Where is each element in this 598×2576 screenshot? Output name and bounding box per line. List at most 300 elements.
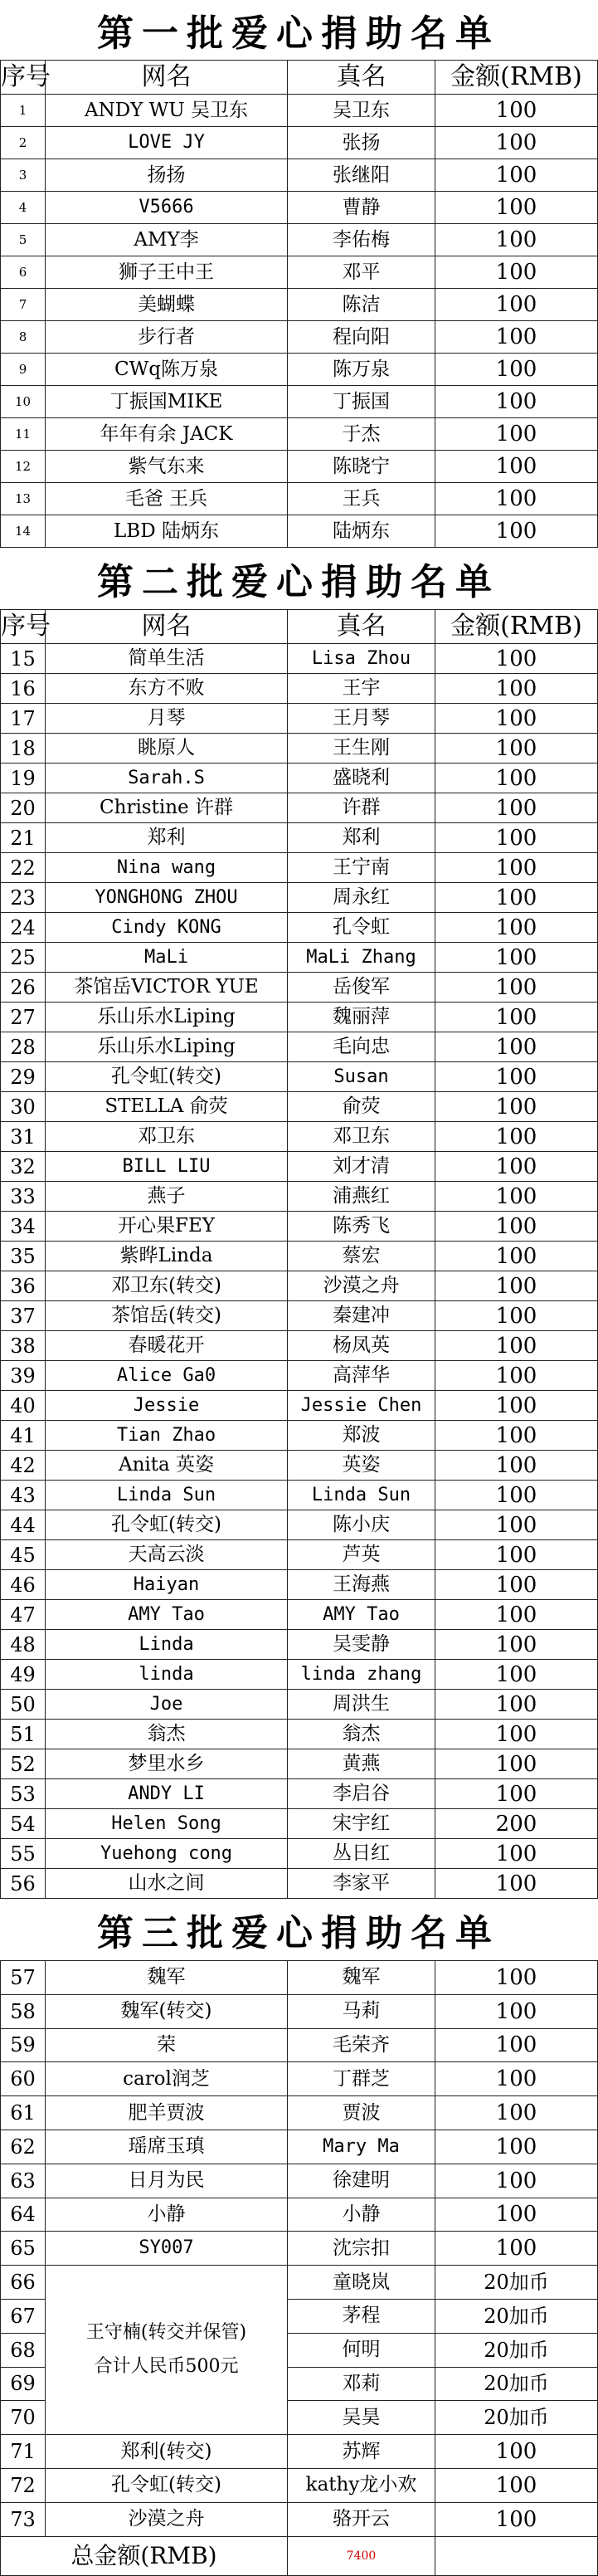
nickname: LBD 陆炳东 bbox=[46, 515, 288, 548]
nickname: 月琴 bbox=[46, 704, 288, 734]
column-header: 真名 bbox=[288, 610, 435, 644]
table-row bbox=[1, 483, 598, 515]
nickname: Joe bbox=[46, 1690, 288, 1720]
nickname: 东方不败 bbox=[46, 674, 288, 704]
nickname: 眺原人 bbox=[46, 734, 288, 764]
row-number: 54 bbox=[1, 1809, 46, 1839]
row-number: 68 bbox=[1, 2333, 46, 2367]
table-row bbox=[1, 704, 598, 734]
real-name: 孔令虹 bbox=[288, 913, 435, 943]
amount: 100 bbox=[435, 159, 598, 192]
real-name: 陈晓宁 bbox=[288, 451, 435, 483]
amount: 100 bbox=[435, 1839, 598, 1869]
real-name: 童晓岚 bbox=[288, 2266, 435, 2300]
real-name: 王兵 bbox=[288, 483, 435, 515]
total-empty-cell bbox=[435, 2536, 598, 2575]
amount: 100 bbox=[435, 1122, 598, 1152]
row-number: 33 bbox=[1, 1182, 46, 1212]
row-number: 44 bbox=[1, 1510, 46, 1540]
row-number: 40 bbox=[1, 1391, 46, 1421]
table-row bbox=[1, 2468, 598, 2502]
row-number: 27 bbox=[1, 1003, 46, 1032]
real-name: 浦燕红 bbox=[288, 1182, 435, 1212]
nickname: 瑶席玉瑱 bbox=[46, 2130, 288, 2164]
amount: 100 bbox=[435, 289, 598, 321]
amount: 100 bbox=[435, 943, 598, 973]
nickname: 孔令虹(转交) bbox=[46, 1510, 288, 1540]
nickname: 乐山乐水Liping bbox=[46, 1003, 288, 1032]
nickname: 沙漠之舟 bbox=[46, 2502, 288, 2536]
nickname: STELLA 俞荧 bbox=[46, 1092, 288, 1122]
real-name: 刘才清 bbox=[288, 1152, 435, 1182]
amount: 100 bbox=[435, 1152, 598, 1182]
table-row bbox=[1, 1062, 598, 1092]
nickname: linda bbox=[46, 1660, 288, 1690]
real-name: 秦建冲 bbox=[288, 1301, 435, 1331]
row-number: 30 bbox=[1, 1092, 46, 1122]
row-number: 69 bbox=[1, 2367, 46, 2401]
row-number: 16 bbox=[1, 674, 46, 704]
table-row bbox=[1, 1421, 598, 1451]
table-row bbox=[1, 1540, 598, 1570]
nickname: 燕子 bbox=[46, 1182, 288, 1212]
row-number: 3 bbox=[1, 159, 46, 192]
table-row bbox=[1, 1720, 598, 1749]
table-row bbox=[1, 1032, 598, 1062]
amount: 100 bbox=[435, 2468, 598, 2502]
amount: 100 bbox=[435, 1660, 598, 1690]
amount: 100 bbox=[435, 1062, 598, 1092]
real-name: AMY Tao bbox=[288, 1600, 435, 1630]
row-number: 2 bbox=[1, 127, 46, 159]
real-name: 郑利 bbox=[288, 823, 435, 853]
real-name: 盛晓利 bbox=[288, 764, 435, 793]
batch3-table bbox=[0, 1960, 598, 2576]
real-name: 沈宗扣 bbox=[288, 2232, 435, 2266]
amount: 200 bbox=[435, 1809, 598, 1839]
amount: 100 bbox=[435, 451, 598, 483]
row-number: 73 bbox=[1, 2502, 46, 2536]
row-number: 52 bbox=[1, 1749, 46, 1779]
nickname: Yuehong cong bbox=[46, 1839, 288, 1869]
row-number: 42 bbox=[1, 1451, 46, 1481]
nickname: 天高云淡 bbox=[46, 1540, 288, 1570]
real-name: 何明 bbox=[288, 2333, 435, 2367]
total-value: 7400 bbox=[288, 2536, 435, 2575]
real-name: 王海燕 bbox=[288, 1570, 435, 1600]
amount: 100 bbox=[435, 1630, 598, 1660]
row-number: 18 bbox=[1, 734, 46, 764]
row-number: 60 bbox=[1, 2062, 46, 2096]
amount: 100 bbox=[435, 256, 598, 289]
real-name: 毛向忠 bbox=[288, 1032, 435, 1062]
table-row bbox=[1, 1690, 598, 1720]
nickname: 毛爸 王兵 bbox=[46, 483, 288, 515]
table-row bbox=[1, 2130, 598, 2164]
row-number: 1 bbox=[1, 95, 46, 127]
real-name: Lisa Zhou bbox=[288, 644, 435, 674]
real-name: 周洪生 bbox=[288, 1690, 435, 1720]
row-number: 31 bbox=[1, 1122, 46, 1152]
table-row bbox=[1, 943, 598, 973]
amount: 100 bbox=[435, 127, 598, 159]
table-row bbox=[1, 321, 598, 354]
row-number: 39 bbox=[1, 1361, 46, 1391]
amount: 100 bbox=[435, 192, 598, 224]
table-row bbox=[1, 1242, 598, 1271]
table-row bbox=[1, 1391, 598, 1421]
row-number: 64 bbox=[1, 2198, 46, 2232]
amount: 100 bbox=[435, 1779, 598, 1809]
nickname: 肥羊贾波 bbox=[46, 2096, 288, 2130]
nickname: 紫气东来 bbox=[46, 451, 288, 483]
real-name: 李启谷 bbox=[288, 1779, 435, 1809]
amount: 100 bbox=[435, 2435, 598, 2469]
table-row bbox=[1, 1869, 598, 1899]
amount: 20加币 bbox=[435, 2333, 598, 2367]
row-number: 17 bbox=[1, 704, 46, 734]
table-row bbox=[1, 1003, 598, 1032]
amount: 100 bbox=[435, 913, 598, 943]
amount: 100 bbox=[435, 1271, 598, 1301]
table-row bbox=[1, 2266, 598, 2300]
row-number: 65 bbox=[1, 2232, 46, 2266]
real-name: 陈秀飞 bbox=[288, 1212, 435, 1242]
real-name: 吴卫东 bbox=[288, 95, 435, 127]
row-number: 36 bbox=[1, 1271, 46, 1301]
table-row bbox=[1, 1994, 598, 2028]
nickname: 狮子王中王 bbox=[46, 256, 288, 289]
amount: 100 bbox=[435, 883, 598, 913]
table-row bbox=[1, 1301, 598, 1331]
real-name: 邓卫东 bbox=[288, 1122, 435, 1152]
table-row bbox=[1, 2062, 598, 2096]
header-row bbox=[1, 61, 598, 95]
row-number: 37 bbox=[1, 1301, 46, 1331]
amount: 100 bbox=[435, 1032, 598, 1062]
batch2-table bbox=[0, 609, 598, 1899]
nickname: YONGHONG ZHOU bbox=[46, 883, 288, 913]
real-name: 高萍华 bbox=[288, 1361, 435, 1391]
nickname: 茶馆岳VICTOR YUE bbox=[46, 973, 288, 1003]
batch1-table bbox=[0, 60, 598, 548]
nickname: 翁杰 bbox=[46, 1720, 288, 1749]
amount: 20加币 bbox=[435, 2299, 598, 2333]
row-number: 53 bbox=[1, 1779, 46, 1809]
real-name: 骆开云 bbox=[288, 2502, 435, 2536]
row-number: 70 bbox=[1, 2401, 46, 2435]
table-row bbox=[1, 256, 598, 289]
real-name: 魏军 bbox=[288, 1961, 435, 1995]
real-name: 李家平 bbox=[288, 1869, 435, 1899]
row-number: 26 bbox=[1, 973, 46, 1003]
row-number: 5 bbox=[1, 224, 46, 256]
nickname: 郑利 bbox=[46, 823, 288, 853]
table-row bbox=[1, 793, 598, 823]
nickname: MaLi bbox=[46, 943, 288, 973]
row-number: 20 bbox=[1, 793, 46, 823]
row-number: 14 bbox=[1, 515, 46, 548]
amount: 100 bbox=[435, 1331, 598, 1361]
row-number: 67 bbox=[1, 2299, 46, 2333]
real-name: 王月琴 bbox=[288, 704, 435, 734]
batch3-title: 第三批爱心捐助名单 bbox=[97, 1912, 500, 1954]
nickname: 魏军 bbox=[46, 1961, 288, 1995]
table-row bbox=[1, 127, 598, 159]
real-name: 张继阳 bbox=[288, 159, 435, 192]
nickname: 孔令虹(转交) bbox=[46, 1062, 288, 1092]
real-name: 吴雯静 bbox=[288, 1630, 435, 1660]
amount: 100 bbox=[435, 1451, 598, 1481]
nickname: SY007 bbox=[46, 2232, 288, 2266]
row-number: 71 bbox=[1, 2435, 46, 2469]
amount: 100 bbox=[435, 734, 598, 764]
nickname: Linda bbox=[46, 1630, 288, 1660]
nickname: CWq陈万泉 bbox=[46, 354, 288, 386]
column-header: 金额(RMB) bbox=[435, 61, 598, 95]
table-row bbox=[1, 1839, 598, 1869]
row-number: 11 bbox=[1, 418, 46, 451]
row-number: 25 bbox=[1, 943, 46, 973]
nickname: ANDY WU 吴卫东 bbox=[46, 95, 288, 127]
amount: 100 bbox=[435, 515, 598, 548]
row-number: 4 bbox=[1, 192, 46, 224]
table-row bbox=[1, 2096, 598, 2130]
column-header: 网名 bbox=[46, 610, 288, 644]
amount: 100 bbox=[435, 853, 598, 883]
real-name: 于杰 bbox=[288, 418, 435, 451]
nickname: 简单生活 bbox=[46, 644, 288, 674]
amount: 100 bbox=[435, 1003, 598, 1032]
nickname: 邓卫东 bbox=[46, 1122, 288, 1152]
amount: 100 bbox=[435, 2096, 598, 2130]
real-name: 杨凤英 bbox=[288, 1331, 435, 1361]
real-name: 陈洁 bbox=[288, 289, 435, 321]
real-name: 蔡宏 bbox=[288, 1242, 435, 1271]
real-name: 陈万泉 bbox=[288, 354, 435, 386]
real-name: 曹静 bbox=[288, 192, 435, 224]
real-name: 徐建明 bbox=[288, 2164, 435, 2198]
real-name: 邓莉 bbox=[288, 2367, 435, 2401]
row-number: 45 bbox=[1, 1540, 46, 1570]
table-row bbox=[1, 1481, 598, 1510]
nickname: Alice Ga0 bbox=[46, 1361, 288, 1391]
amount: 100 bbox=[435, 2502, 598, 2536]
table-row bbox=[1, 823, 598, 853]
row-number: 15 bbox=[1, 644, 46, 674]
nickname: 孔令虹(转交) bbox=[46, 2468, 288, 2502]
nickname: Jessie bbox=[46, 1391, 288, 1421]
real-name: 王宁南 bbox=[288, 853, 435, 883]
total-row bbox=[1, 2536, 598, 2575]
nickname: 魏军(转交) bbox=[46, 1994, 288, 2028]
amount: 100 bbox=[435, 1540, 598, 1570]
table-row bbox=[1, 913, 598, 943]
row-number: 57 bbox=[1, 1961, 46, 1995]
real-name: 小静 bbox=[288, 2198, 435, 2232]
table-row bbox=[1, 1510, 598, 1540]
real-name: 茅程 bbox=[288, 2299, 435, 2333]
table-row bbox=[1, 2198, 598, 2232]
row-number: 46 bbox=[1, 1570, 46, 1600]
real-name: Mary Ma bbox=[288, 2130, 435, 2164]
nickname: 乐山乐水Liping bbox=[46, 1032, 288, 1062]
real-name: 黄燕 bbox=[288, 1749, 435, 1779]
amount: 100 bbox=[435, 1182, 598, 1212]
table-row bbox=[1, 289, 598, 321]
table-row bbox=[1, 2164, 598, 2198]
amount: 100 bbox=[435, 354, 598, 386]
table-row bbox=[1, 853, 598, 883]
table-row bbox=[1, 1630, 598, 1660]
real-name: 陈小庆 bbox=[288, 1510, 435, 1540]
table-row bbox=[1, 1660, 598, 1690]
nickname: 开心果FEY bbox=[46, 1212, 288, 1242]
amount: 20加币 bbox=[435, 2367, 598, 2401]
row-number: 48 bbox=[1, 1630, 46, 1660]
table-row bbox=[1, 386, 598, 418]
group-total-note: 合计人民币500元 bbox=[94, 2355, 239, 2377]
amount: 100 bbox=[435, 1510, 598, 1540]
nickname: 山水之间 bbox=[46, 1869, 288, 1899]
real-name: 程向阳 bbox=[288, 321, 435, 354]
nickname: carol润芝 bbox=[46, 2062, 288, 2096]
table-row bbox=[1, 224, 598, 256]
real-name: 陆炳东 bbox=[288, 515, 435, 548]
real-name: 马莉 bbox=[288, 1994, 435, 2028]
table-row bbox=[1, 1152, 598, 1182]
nickname: ANDY LI bbox=[46, 1779, 288, 1809]
table-row bbox=[1, 674, 598, 704]
nickname: 美蝴蝶 bbox=[46, 289, 288, 321]
batch1-title: 第一批爱心捐助名单 bbox=[97, 12, 500, 55]
table-row bbox=[1, 644, 598, 674]
row-number: 72 bbox=[1, 2468, 46, 2502]
real-name: 翁杰 bbox=[288, 1720, 435, 1749]
nickname: 丁振国MIKE bbox=[46, 386, 288, 418]
table-row bbox=[1, 1779, 598, 1809]
row-number: 56 bbox=[1, 1869, 46, 1899]
column-header: 网名 bbox=[46, 61, 288, 95]
nickname: 荣 bbox=[46, 2028, 288, 2062]
real-name: 宋宇红 bbox=[288, 1809, 435, 1839]
real-name: 李佑梅 bbox=[288, 224, 435, 256]
column-header: 真名 bbox=[288, 61, 435, 95]
nickname: Helen Song bbox=[46, 1809, 288, 1839]
row-number: 32 bbox=[1, 1152, 46, 1182]
nickname: 郑利(转交) bbox=[46, 2435, 288, 2469]
row-number: 6 bbox=[1, 256, 46, 289]
nickname: 小静 bbox=[46, 2198, 288, 2232]
table-row bbox=[1, 2435, 598, 2469]
table-row bbox=[1, 973, 598, 1003]
nickname: Christine 许群 bbox=[46, 793, 288, 823]
amount: 100 bbox=[435, 2028, 598, 2062]
amount: 100 bbox=[435, 2164, 598, 2198]
nickname: 年年有余 JACK bbox=[46, 418, 288, 451]
nickname: 日月为民 bbox=[46, 2164, 288, 2198]
amount: 100 bbox=[435, 1720, 598, 1749]
table-row bbox=[1, 1749, 598, 1779]
row-number: 50 bbox=[1, 1690, 46, 1720]
total-label: 总金额(RMB) bbox=[1, 2536, 288, 2575]
table-row bbox=[1, 1212, 598, 1242]
amount: 100 bbox=[435, 1092, 598, 1122]
row-number: 29 bbox=[1, 1062, 46, 1092]
row-number: 35 bbox=[1, 1242, 46, 1271]
real-name: 苏辉 bbox=[288, 2435, 435, 2469]
row-number: 47 bbox=[1, 1600, 46, 1630]
row-number: 7 bbox=[1, 289, 46, 321]
amount: 100 bbox=[435, 1301, 598, 1331]
table-row bbox=[1, 734, 598, 764]
table-row bbox=[1, 2028, 598, 2062]
real-name: MaLi Zhang bbox=[288, 943, 435, 973]
amount: 100 bbox=[435, 1994, 598, 2028]
row-number: 51 bbox=[1, 1720, 46, 1749]
nickname: 邓卫东(转交) bbox=[46, 1271, 288, 1301]
table-row bbox=[1, 1600, 598, 1630]
amount: 100 bbox=[435, 1749, 598, 1779]
real-name: 沙漠之舟 bbox=[288, 1271, 435, 1301]
real-name: 张扬 bbox=[288, 127, 435, 159]
table-row bbox=[1, 1451, 598, 1481]
row-number: 10 bbox=[1, 386, 46, 418]
row-number: 49 bbox=[1, 1660, 46, 1690]
column-header: 序号 bbox=[1, 61, 46, 95]
nickname: V5666 bbox=[46, 192, 288, 224]
row-number: 28 bbox=[1, 1032, 46, 1062]
real-name: 周永红 bbox=[288, 883, 435, 913]
amount: 100 bbox=[435, 2062, 598, 2096]
table-row bbox=[1, 883, 598, 913]
table-row bbox=[1, 159, 598, 192]
row-number: 19 bbox=[1, 764, 46, 793]
row-number: 38 bbox=[1, 1331, 46, 1361]
table-row bbox=[1, 354, 598, 386]
real-name: Susan bbox=[288, 1062, 435, 1092]
amount: 100 bbox=[435, 483, 598, 515]
merged-nickname-cell bbox=[46, 2266, 288, 2435]
nickname: 春暖花开 bbox=[46, 1331, 288, 1361]
nickname: 扬扬 bbox=[46, 159, 288, 192]
nickname: 茶馆岳(转交) bbox=[46, 1301, 288, 1331]
table-row bbox=[1, 418, 598, 451]
table-row bbox=[1, 1092, 598, 1122]
real-name: 芦英 bbox=[288, 1540, 435, 1570]
nickname: Tian Zhao bbox=[46, 1421, 288, 1451]
table-row bbox=[1, 515, 598, 548]
real-name: 丛日红 bbox=[288, 1839, 435, 1869]
amount: 100 bbox=[435, 1481, 598, 1510]
real-name: 英姿 bbox=[288, 1451, 435, 1481]
column-header: 序号 bbox=[1, 610, 46, 644]
real-name: 魏丽萍 bbox=[288, 1003, 435, 1032]
table-row bbox=[1, 95, 598, 127]
amount: 100 bbox=[435, 1600, 598, 1630]
row-number: 43 bbox=[1, 1481, 46, 1510]
amount: 100 bbox=[435, 224, 598, 256]
amount: 100 bbox=[435, 704, 598, 734]
row-number: 12 bbox=[1, 451, 46, 483]
nickname: BILL LIU bbox=[46, 1152, 288, 1182]
amount: 100 bbox=[435, 1242, 598, 1271]
real-name: 丁振国 bbox=[288, 386, 435, 418]
amount: 100 bbox=[435, 674, 598, 704]
amount: 100 bbox=[435, 2232, 598, 2266]
nickname: 步行者 bbox=[46, 321, 288, 354]
nickname: 紫晔Linda bbox=[46, 1242, 288, 1271]
